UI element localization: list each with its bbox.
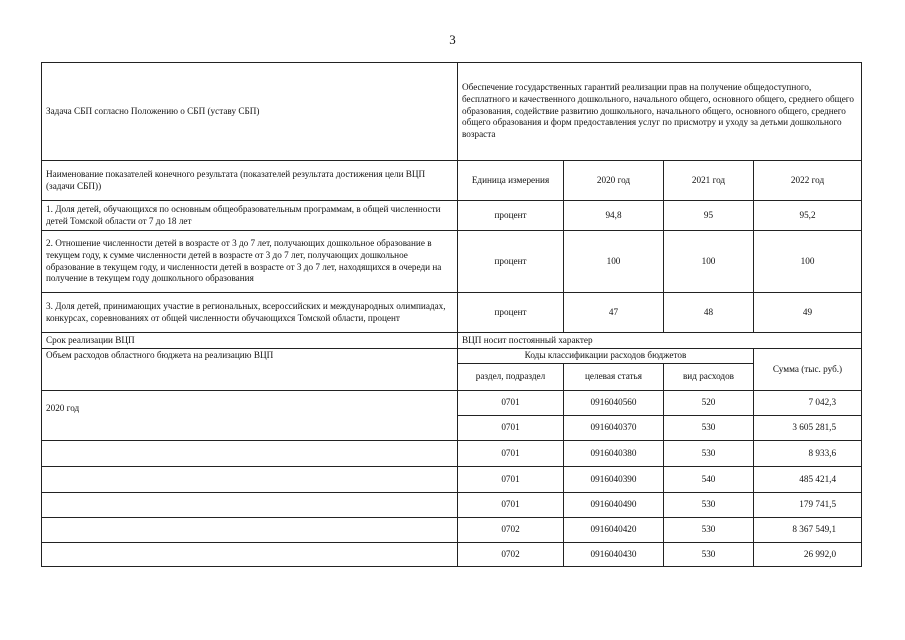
expense-row [42, 518, 862, 543]
expense-kind: 530 [664, 518, 754, 543]
expense-kind: 530 [664, 543, 754, 567]
expense-row [42, 416, 862, 441]
indicators-header-row [42, 161, 862, 201]
expense-empty-cell [42, 416, 458, 441]
indicator-unit: процент [458, 201, 564, 231]
expense-empty-cell [42, 441, 458, 467]
indicator-unit: процент [458, 293, 564, 333]
codes-header: Коды классификации расходов бюджетов [458, 349, 754, 364]
term-label: Срок реализации ВЦП [42, 333, 458, 349]
expense-kind: 530 [664, 416, 754, 441]
term-row [42, 333, 862, 349]
expense-article: 0916040560 [564, 391, 664, 416]
expense-empty-cell [42, 518, 458, 543]
expense-kind: 530 [664, 441, 754, 467]
expense-kind: 530 [664, 493, 754, 518]
expense-row [42, 391, 862, 416]
expenses-header-row [42, 349, 862, 364]
program-passport-table [41, 62, 862, 567]
indicator-value: 100 [564, 231, 664, 293]
expense-article: 0916040420 [564, 518, 664, 543]
expense-section: 0702 [458, 543, 564, 567]
sum-header: Сумма (тыс. руб.) [754, 349, 862, 391]
indicator-row [42, 293, 862, 333]
indicator-row [42, 231, 862, 293]
indicator-unit: процент [458, 231, 564, 293]
term-value: ВЦП носит постоянный характер [458, 333, 862, 349]
expense-article: 0916040380 [564, 441, 664, 467]
indicators-name-header: Наименование показателей конечного результата (показателей результата достижения цели ВЦП (задачи СБП)) [42, 161, 458, 201]
expenses-label: Объем расходов областного бюджета на реализацию ВЦП [42, 349, 458, 391]
expense-kind: 520 [664, 391, 754, 416]
indicator-value: 95 [664, 201, 754, 231]
expense-sum: 3 605 281,5 [754, 416, 862, 441]
indicator-value: 100 [664, 231, 754, 293]
expense-empty-cell [42, 467, 458, 493]
kind-header: вид расходов [664, 364, 754, 391]
unit-header: Единица измерения [458, 161, 564, 201]
indicator-value: 94,8 [564, 201, 664, 231]
expense-section: 0702 [458, 518, 564, 543]
indicator-value: 48 [664, 293, 754, 333]
expense-row [42, 467, 862, 493]
indicator-value: 95,2 [754, 201, 862, 231]
expense-row [42, 543, 862, 567]
expense-sum: 8 367 549,1 [754, 518, 862, 543]
expense-year-label: 2020 год [42, 391, 458, 416]
indicator-value: 100 [754, 231, 862, 293]
expense-article: 0916040390 [564, 467, 664, 493]
indicator-row [42, 201, 862, 231]
task-row [42, 63, 862, 161]
year-header-2021: 2021 год [664, 161, 754, 201]
expense-section: 0701 [458, 391, 564, 416]
indicator-name: 2. Отношение численности детей в возрасте от 3 до 7 лет, получающих дошкольное образование в текущем году, к сумме численности детей в возрасте от 3 до 7 лет, получающих дошкольное образование в текущем году, и численности детей в возрасте от 3 до 7 лет, находящихся в очереди на получение в текущем году дошкольного образования [42, 231, 458, 293]
year-header-2020: 2020 год [564, 161, 664, 201]
expense-sum: 179 741,5 [754, 493, 862, 518]
task-text: Обеспечение государственных гарантий реализации прав на получение общедоступного, бесплатного и качественного дошкольного, начального общего, основного общего, среднего общего образования, содействие развитию дошкольного, начального общего, основного общего, среднего общего образования и форм предоставления услуг по присмотру и уходу за детьми дошкольного возраста [458, 63, 862, 161]
expense-sum: 8 933,6 [754, 441, 862, 467]
indicator-value: 47 [564, 293, 664, 333]
expense-article: 0916040490 [564, 493, 664, 518]
expense-row [42, 493, 862, 518]
expense-section: 0701 [458, 493, 564, 518]
section-header: раздел, подраздел [458, 364, 564, 391]
expense-article: 0916040430 [564, 543, 664, 567]
page-number: 3 [449, 32, 456, 47]
expense-sum: 7 042,3 [754, 391, 862, 416]
expense-section: 0701 [458, 441, 564, 467]
expense-section: 0701 [458, 416, 564, 441]
expense-section: 0701 [458, 467, 564, 493]
expense-sum: 26 992,0 [754, 543, 862, 567]
expense-kind: 540 [664, 467, 754, 493]
expense-article: 0916040370 [564, 416, 664, 441]
expense-empty-cell [42, 543, 458, 567]
article-header: целевая статья [564, 364, 664, 391]
indicator-name: 1. Доля детей, обучающихся по основным общеобразовательным программам, в общей численности детей Томской области от 7 до 18 лет [42, 201, 458, 231]
expense-row [42, 441, 862, 467]
year-header-2022: 2022 год [754, 161, 862, 201]
expense-empty-cell [42, 493, 458, 518]
expense-sum: 485 421,4 [754, 467, 862, 493]
indicator-value: 49 [754, 293, 862, 333]
indicator-name: 3. Доля детей, принимающих участие в региональных, всероссийских и международных олимпиадах, конкурсах, соревнованиях от общей численности обучающихся Томской области, процент [42, 293, 458, 333]
task-label: Задача СБП согласно Положению о СБП (уставу СБП) [42, 63, 458, 161]
